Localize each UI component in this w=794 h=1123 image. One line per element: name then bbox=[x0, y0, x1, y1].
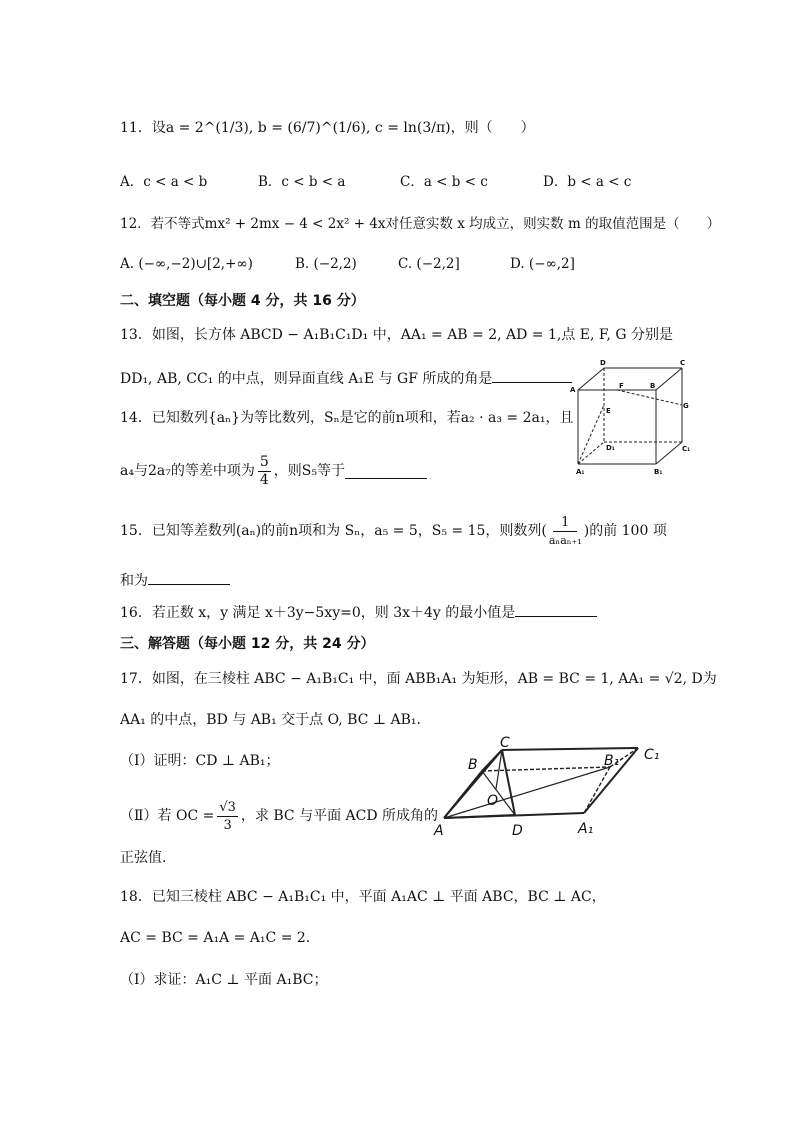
label-A: A bbox=[570, 386, 576, 394]
q17-part2-pre: （Ⅱ）若 OC = bbox=[120, 808, 215, 824]
q17-fraction-denominator: 3 bbox=[223, 817, 232, 833]
q13-line1: 13．如图，长方体 ABCD − A₁B₁C₁D₁ 中，AA₁ = AB = 2, AD = 1,点 E, F, G 分别是 bbox=[120, 327, 673, 343]
q17-fraction-numerator: √3 bbox=[219, 799, 236, 815]
q12-stem: 12．若不等式mx² + 2mx − 4 < 2x² + 4x对任意实数 x 均成立，则实数 m 的取值范围是（ ） bbox=[120, 216, 721, 232]
q16-answer-blank bbox=[515, 602, 597, 617]
prism-label-A1: A₁ bbox=[578, 821, 594, 837]
section-fill-in-heading: 二、填空题（每小题 4 分，共 16 分） bbox=[120, 293, 365, 309]
label-D: D bbox=[600, 359, 606, 367]
label-D1: D₁ bbox=[606, 444, 615, 452]
q13-line2 bbox=[120, 368, 572, 389]
prism-label-C: C bbox=[500, 735, 510, 751]
q15-fraction-denominator: aₙaₙ₊₁ bbox=[548, 533, 582, 547]
q14-answer-blank bbox=[345, 464, 427, 479]
q14-fraction bbox=[258, 454, 271, 489]
prism-label-A: A bbox=[434, 823, 444, 839]
q17-fraction bbox=[217, 799, 238, 834]
q12-option-b: B. (−2,2) bbox=[295, 256, 357, 272]
q17-part2 bbox=[120, 795, 438, 837]
q15-line2 bbox=[120, 570, 230, 591]
q15-line2-text: 和为 bbox=[120, 573, 148, 589]
prism-figure bbox=[432, 733, 664, 841]
q13-line2-text: DD₁, AB, CC₁ 的中点，则异面直线 A₁E 与 GF 所成的角是 bbox=[120, 371, 493, 387]
q17-part1: （Ⅰ）证明：CD ⊥ AB₁； bbox=[120, 753, 280, 769]
q18-line2: AC = BC = A₁A = A₁C = 2． bbox=[120, 930, 320, 946]
q15-line1-post: )的前 100 项 bbox=[583, 523, 667, 539]
label-F: F bbox=[619, 382, 624, 390]
prism-label-B: B bbox=[468, 757, 478, 773]
q18-line1: 18．已知三棱柱 ABC − A₁B₁C₁ 中，平面 A₁AC ⊥ 平面 ABC，BC ⊥ AC， bbox=[120, 889, 606, 905]
label-G: G bbox=[683, 402, 689, 410]
q15-fraction-numerator: 1 bbox=[553, 514, 577, 532]
q12-option-c: C. (−2,2] bbox=[398, 256, 460, 272]
q18-part1: （Ⅰ）求证：A₁C ⊥ 平面 A₁BC； bbox=[120, 972, 328, 988]
q15-line1 bbox=[120, 511, 667, 551]
q16-text: 16．若正数 x，y 满足 x＋3y−5xy=0，则 3x＋4y 的最小值是 bbox=[120, 605, 516, 621]
prism-label-B1: B₁ bbox=[604, 753, 620, 769]
q12-option-a: A. (−∞,−2)∪[2,+∞) bbox=[120, 256, 253, 272]
section-solution-heading: 三、解答题（每小题 12 分，共 24 分） bbox=[120, 636, 375, 652]
q14-fraction-denominator: 4 bbox=[259, 471, 269, 488]
q17-part2-post: ，求 BC 与平面 ACD 所成角的 bbox=[240, 808, 439, 824]
label-B: B bbox=[650, 382, 656, 390]
q11-stem: 11．设a = 2^(1/3), b = (6/7)^(1/6), c = ln(3/π)，则（ ） bbox=[120, 120, 535, 136]
q17-part2-end: 正弦值. bbox=[120, 850, 167, 866]
q11-option-a: A．c < a < b bbox=[120, 174, 208, 190]
q16-line bbox=[120, 602, 597, 623]
q14-line2-post: ，则S₅等于 bbox=[273, 463, 345, 479]
q15-fraction bbox=[549, 514, 582, 549]
q15-answer-blank bbox=[148, 570, 230, 585]
prism-label-D: D bbox=[512, 823, 523, 839]
q13-answer-blank bbox=[492, 368, 572, 383]
q17-line2: AA₁ 的中点，BD 与 AB₁ 交于点 O, BC ⊥ AB₁． bbox=[120, 712, 431, 728]
q15-line1-pre: 15．已知等差数列(aₙ)的前n项和为 Sₙ，a₅ = 5，S₅ = 15，则数列( bbox=[120, 523, 547, 539]
label-B1: B₁ bbox=[654, 468, 663, 476]
prism-label-C1: C₁ bbox=[644, 747, 660, 763]
label-C1: C₁ bbox=[682, 445, 691, 453]
q11-option-c: C．a < b < c bbox=[400, 174, 488, 190]
label-C: C bbox=[680, 359, 686, 367]
cuboid-figure bbox=[568, 358, 703, 483]
q11-option-d: D．b < a < c bbox=[543, 174, 632, 190]
q12-option-d: D. (−∞,2] bbox=[510, 256, 575, 272]
q17-line1: 17．如图，在三棱柱 ABC − A₁B₁C₁ 中，面 ABB₁A₁ 为矩形，AB = BC = 1, AA₁ = √2, D为 bbox=[120, 671, 717, 687]
q14-fraction-numerator: 5 bbox=[259, 453, 269, 470]
label-E: E bbox=[606, 407, 611, 415]
q14-line1: 14．已知数列{aₙ}为等比数列，Sₙ是它的前n项和，若a₂ · a₃ = 2a₁，且 bbox=[120, 410, 574, 426]
q11-option-b: B．c < b < a bbox=[258, 174, 346, 190]
prism-label-O: O bbox=[487, 793, 499, 809]
q14-line2-pre: a₄与2a₇的等差中项为 bbox=[120, 463, 255, 479]
q14-line2 bbox=[120, 451, 427, 491]
label-A1: A₁ bbox=[576, 468, 585, 476]
